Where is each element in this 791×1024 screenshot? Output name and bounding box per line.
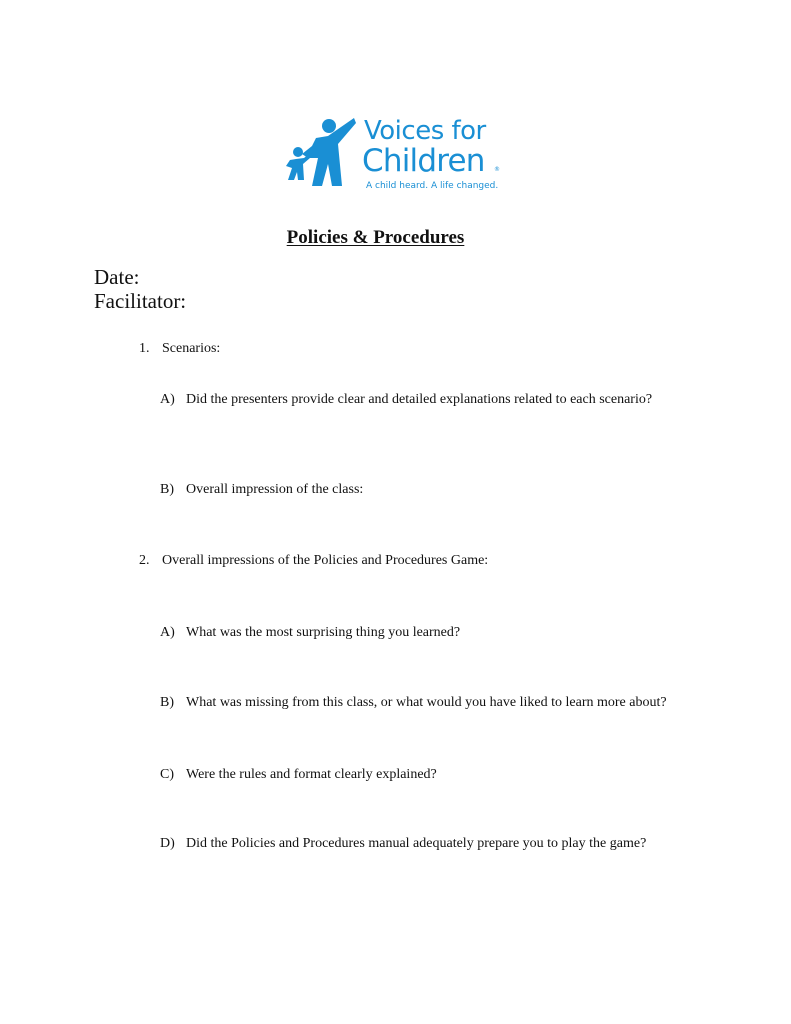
section-2-number: 2.: [139, 553, 150, 568]
section-1-heading: Scenarios:: [162, 341, 221, 356]
logo-registered-mark: ®: [494, 166, 500, 173]
section-2-item-d-letter: D): [160, 836, 175, 851]
section-2-item-a-letter: A): [160, 625, 175, 640]
section-2-item-b-text: What was missing from this class, or what would you have liked to learn more about?: [186, 695, 667, 710]
logo-tagline: A child heard. A life changed.: [366, 181, 499, 191]
logo-name-line1: Voices for: [364, 116, 486, 146]
section-1-item-a-text: Did the presenters provide clear and detailed explanations related to each scenario?: [186, 392, 653, 407]
voices-for-children-logo: [282, 114, 512, 196]
page-title: Policies & Procedures: [286, 227, 465, 248]
section-2-item-a-text: What was the most surprising thing you learned?: [186, 625, 461, 640]
section-2-item-d-text: Did the Policies and Procedures manual adequately prepare you to play the game?: [186, 836, 647, 851]
section-2-item-c-text: Were the rules and format clearly explained?: [186, 767, 437, 782]
section-1-number: 1.: [139, 341, 150, 356]
logo-name-line2: Children: [362, 143, 485, 179]
section-2-item-b-letter: B): [160, 695, 174, 710]
section-1-item-b-text: Overall impression of the class:: [186, 482, 364, 497]
section-1-item-b-letter: B): [160, 482, 174, 497]
section-2-heading: Overall impressions of the Policies and Procedures Game:: [162, 553, 489, 568]
date-label: Date:: [94, 265, 140, 289]
adult-and-child-figures-icon: [282, 114, 364, 196]
section-2-item-c-letter: C): [160, 767, 174, 782]
facilitator-label: Facilitator:: [94, 289, 187, 313]
section-1-item-a-letter: A): [160, 392, 175, 407]
